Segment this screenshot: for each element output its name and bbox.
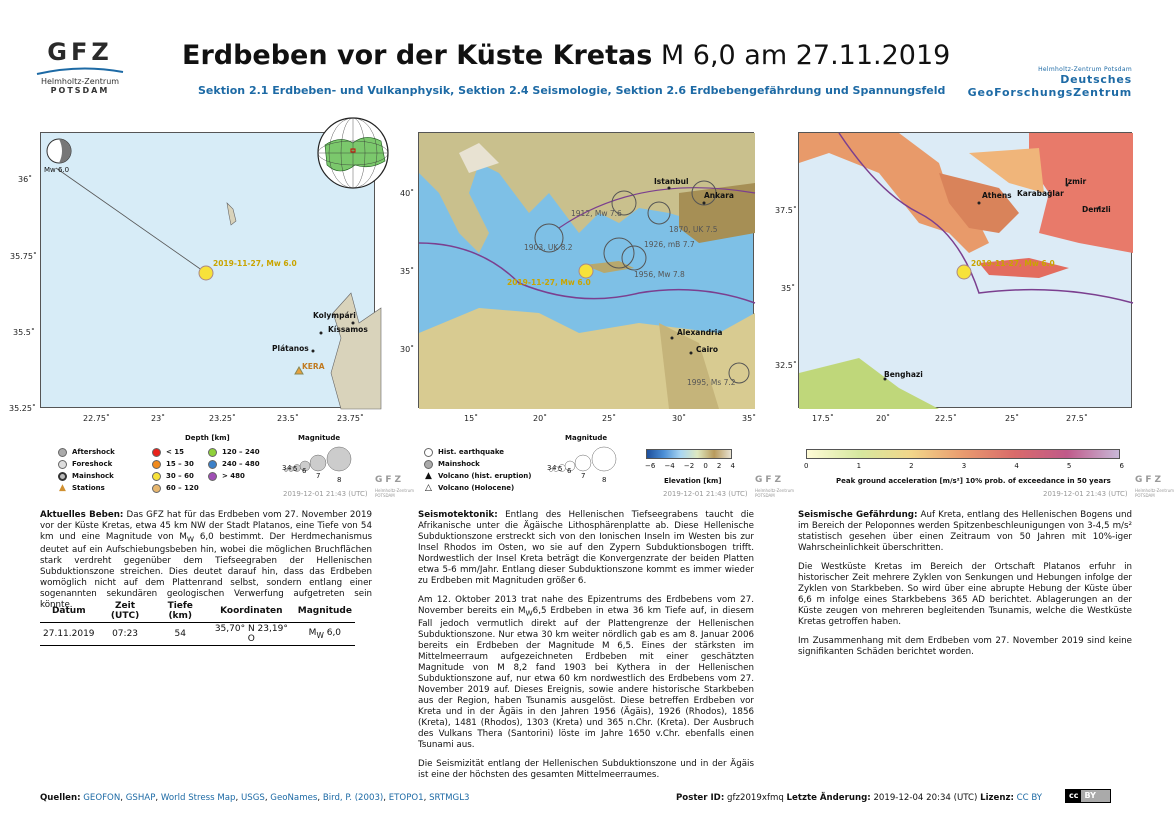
col2-heading: Seismotektonik: [418,510,498,520]
map2-xtick: 20˚ [533,414,548,423]
legend-depth-title: Depth [km] [185,434,230,442]
source-link[interactable]: World Stress Map [160,793,236,803]
map-hazard-svg [799,133,1133,409]
depth-class: 60 – 120 [166,484,199,492]
col3-p2: Die Westküste Kretas im Bereich der Ortschaft Platanos erfuhr in historischer Zeit mehrere Zyklen von Senkungen und Hebungen infolge der Zyklen von Starkbeben. So wird über eine abrupte Hebung der Küste über 6,6 m infolge eines Starkbebens 365 AD berichtet. Ablagerungen an der Küste zeugen von mehreren begleitenden Tsunamis, welche die Westküste Kretas getroffen haben. [798,562,1132,627]
pga-tick: 3 [961,462,967,470]
gfz-logo-line2: POTSDAM [50,86,110,95]
mainshock-icon [424,460,433,469]
city-dot [690,352,693,355]
col3-p1: Auf Kreta, entlang des Hellenischen Bogens und im Bereich der Peloponnes werden Spitzenbeschleunigungen von 3-4,5 m/s² statistisch gesehen über einen Zeitraum von 50 Jahren mit 10%-iger Wahrscheinlichkeit überschritten. [798,510,1132,553]
pga-tick: 1 [856,462,862,470]
td-mag-m: M [308,628,317,639]
poster-id-label: Poster ID: [676,793,725,803]
city-dot [703,202,706,205]
mag-label: 4 [287,464,292,472]
last-change: 2019-12-04 20:34 (UTC) [873,793,978,803]
epicentre-marker [579,264,593,278]
map2-xtick: 30˚ [672,414,687,423]
quake-table [40,600,355,646]
mainshock-icon [58,472,67,481]
col1-text-a: Das GFZ hat für das Erdbeben vom 27. November 2019 vor der Küste Kretas, etwa 45 km NW der Stadt Platanos, eine Tiefe von 54 km und eine Magnitude von M [40,510,373,542]
map1-xtick: 23.5˚ [277,414,299,423]
depth-color-icon [152,484,161,493]
legend-depth-col1 [152,446,199,494]
station-kera-label: KERA [302,362,325,371]
title-rest: M 6,0 am 27.11.2019 [652,40,951,71]
source-link[interactable]: GSHAP [125,793,156,803]
place-kolympari: Kolympári [313,311,356,320]
map3-timestamp: 2019-12-01 21:43 (UTC) [1043,490,1128,498]
depth-class: 240 – 480 [222,460,260,468]
depth-color-icon [208,472,217,481]
map2-timestamp: 2019-12-01 21:43 (UTC) [663,490,748,498]
epicentre-label: 2019-11-27, Mw 6.0 [213,259,297,268]
mag-label: 3 [282,464,287,472]
footer-meta [676,793,1042,803]
mag-label: 6 [302,467,307,475]
th-date: Datum [40,600,98,623]
mag-label: 7 [316,472,321,480]
city-dot [978,202,981,205]
mag-label: 5 [558,465,563,473]
map1-xtick: 23.25˚ [209,414,236,423]
map2-xtick: 35˚ [742,414,757,423]
dgfz-logo [968,66,1132,99]
depth-class: > 480 [222,472,245,480]
pga-ticks [804,462,1124,470]
town-dot [320,332,323,335]
map1-ytick: 35.25˚ [9,404,36,413]
th-mag: Magnitude [295,600,355,623]
map-hazard [798,132,1132,408]
pga-tick: 0 [804,462,809,470]
gfz-mini-logo: GFZ [375,475,405,485]
mag-label: 3 [547,464,552,472]
map3-ytick: 35˚ [781,284,796,293]
place-alexandria: Alexandria [677,328,723,337]
gfz-mini-logo: GFZ [1135,475,1165,485]
poster-id: gfz2019xfmq [727,793,784,803]
gfz-mini-logo: GFZ [755,475,785,485]
td-mag-val: 6,0 [323,628,342,639]
land-libya [799,358,939,409]
td-depth: 54 [153,623,208,646]
mag-label: 6 [567,467,572,475]
gfz-mini-logo-sub: Helmholtz-Zentrum POTSDAM [1135,488,1174,498]
map3-xtick: 25˚ [1005,414,1020,423]
place-istanbul: Istanbul [654,177,689,186]
th-depth: Tiefe (km) [153,600,208,623]
foreshock-icon [58,460,67,469]
legend2-hist: Hist. earthquake [438,448,505,456]
beachball-leader-line [56,168,206,273]
map2-xtick: 15˚ [464,414,479,423]
map2-ytick: 30˚ [400,345,415,354]
mag-label: 7 [581,472,586,480]
quake-1995: 1995, Ms 7.2 [687,378,736,387]
map3-ytick: 37.5˚ [775,206,797,215]
map1-xtick: 23.75˚ [337,414,364,423]
col3-p3: Im Zusammenhang mit dem Erdbeben vom 27. November 2019 sind keine signifikanten Schäden berichtet worden. [798,636,1132,657]
col-hazard [798,510,1132,666]
map-regional [418,132,754,408]
depth-class: 30 – 60 [166,472,194,480]
pga-tick: 6 [1119,462,1124,470]
pga-tick: 4 [1014,462,1019,470]
pga-tick: 2 [909,462,914,470]
td-time: 07:23 [98,623,153,646]
gfz-logo-text: GFZ [47,38,113,66]
legend-aftershock: Aftershock [72,448,115,456]
map1-ytick: 36˚ [18,175,33,184]
legend2-mag-title: Magnitude [565,434,608,442]
depth-color-icon [152,472,161,481]
license-label: Lizenz: [980,793,1014,803]
elevation-ticks [645,462,735,470]
license-link[interactable]: CC BY [1016,793,1043,803]
col-seismotectonics [418,510,754,789]
depth-color-icon [152,448,161,457]
city-dot [668,187,671,190]
legend-stations: Stations [72,484,105,492]
map3-xtick: 27.5˚ [1066,414,1088,423]
quake-1956: 1956, Mw 7.8 [634,270,685,279]
map3-ytick: 32.5˚ [775,361,797,370]
col1-heading: Aktuelles Beben: [40,510,124,520]
last-change-label: Letzte Änderung: [786,793,871,803]
gfz-mini-logo-sub: Helmholtz-Zentrum POTSDAM [375,488,415,498]
aftershock-icon [58,448,67,457]
map3-xtick: 20˚ [876,414,891,423]
gfz-logo [30,38,130,95]
map1-xtick: 22.75˚ [83,414,110,423]
cc-by-text: BY [1084,791,1096,800]
gfz-logo-line1: Helmholtz-Zentrum [40,77,120,86]
cc-icon-text: cc [1066,790,1081,802]
sources-label: Quellen: [40,793,81,803]
td-mag [295,623,355,646]
place-kissamos: Kíssamos [328,325,368,334]
hist-quake-icon [424,448,433,457]
dgfz-line2: Deutsches [1060,73,1132,86]
depth-class: 120 – 240 [222,448,260,456]
elev-tick: 4 [730,462,735,470]
volcano-hist-icon: ▲ [425,471,432,481]
elev-tick: −4 [664,462,675,470]
quake-1912: 1912, Mw 7.6 [571,209,622,218]
epicentre-label: 2019-11-27, Mw 6.0 [971,259,1055,268]
pga-colorbar [806,449,1120,459]
dgfz-line3: GeoForschungsZentrum [967,86,1132,99]
map1-timestamp: 2019-12-01 21:43 (UTC) [283,490,368,498]
quake-1926: 1926, mB 7.7 [644,240,695,249]
quake-2019: 2019-11-27, Mw 6.0 [507,278,591,287]
beachball-label: Mw 6.0 [44,166,70,174]
place-platanos: Plátanos [272,344,309,353]
legend-depth-col2 [208,446,260,482]
depth-color-icon [208,460,217,469]
quake-table-header [40,600,355,623]
cc-by-badge-icon[interactable] [1065,789,1111,803]
mag-label: 4 [552,464,557,472]
elev-tick: −6 [645,462,656,470]
map1-ytick: 35.75˚ [10,252,37,261]
place-ankara: Ankara [704,191,734,200]
station-icon: ▲ [59,483,66,493]
table-row [40,623,355,646]
elev-tick: 0 [703,462,708,470]
source-link[interactable]: ETOPO1 [388,793,424,803]
depth-color-icon [152,460,161,469]
col2-p2-sub: W [525,608,533,618]
legend2-mainshock: Mainshock [438,460,480,468]
elevation-colorbar [646,449,732,459]
quake-1903: 1903, UK 8.2 [524,243,573,252]
dgfz-line1: Helmholtz-Zentrum Potsdam [1038,66,1132,73]
pga-tick: 5 [1066,462,1072,470]
col2-p2a: Am 12. Oktober 2013 trat nahe des Epizentrums des Erdbebens vom 27. November bereits ein M [418,595,754,616]
pga-title: Peak ground acceleration [m/s²] 10% prob. of exceedance in 50 years [836,477,1111,485]
epicentre-marker [199,266,213,280]
logo-swoosh-icon [35,66,125,76]
depth-class: < 15 [166,448,185,456]
source-link[interactable]: USGS [240,793,265,803]
elev-tick: 2 [716,462,722,470]
map2-ytick: 35˚ [400,267,415,276]
gfz-mini-logo-sub: Helmholtz-Zentrum POTSDAM [755,488,795,498]
th-time: Zeit (UTC) [98,600,153,623]
place-cairo: Cairo [696,345,718,354]
epicentre-marker [957,265,971,279]
source-link[interactable]: GeoNames [270,793,318,803]
td-coords: 35,70° N 23,19° O [208,623,295,646]
place-benghazi: Benghazi [884,370,923,379]
col1-sub: W [186,534,195,544]
place-athens: Athens [982,191,1012,200]
city-dot [671,337,674,340]
mag-label: 8 [602,476,607,484]
legend2-volcano-holo: Volcano (Holocene) [438,484,515,492]
col2-p2b: 6,5 Erdbeben in etwa 36 km Tiefe auf, in diesem Fall jedoch vermutlich direkt auf der Plattengrenze der Hellenischen Subduktionszone. Nur etwa 30 km weiter nördlich gab es am 8. Januar 2006 bereits ein Erdbeben der Magnitude M 6,5. Eines der stärksten im Mittelmeerraum aufgezeichneten Erdbeben mit einer geschätzten Magnitude von M 8,2 fand 1903 bei Kythera in der Hellenischen Subduktionszone auf, nur etwa 60 km nordwestlich des Erdbebens vom 27. November 2019 auf. Dieses Ereignis, sowie andere historische Starkbeben aus der Region, haben Tsunamis ausgelöst. Diese betreffen Erdbeben vor Kreta und in der Ägäis in den Jahren 1956 (Ägäis), 1926 (Rhodos), 1856 (Kreta), 1481 (Rhodos), 1303 (Kreta) und 365 n.Chr. (Kreta). Der Ausbruch des Vulkans Thera (Santorini) löste im Jahre 1650 v.Chr. ebenfalls einen Tsunami aus. [418,606,754,750]
depth-color-icon [208,448,217,457]
source-link[interactable]: Bird, P. (2003) [322,793,384,803]
legend-foreshock: Foreshock [72,460,113,468]
source-link[interactable]: GEOFON [83,793,121,803]
td-date: 27.11.2019 [40,623,98,646]
place-karabaglar: Karabağlar [1017,189,1064,198]
island-antikythera [227,203,236,225]
map1-ytick: 35.5˚ [13,328,35,337]
col2-p3: Die Seismizität entlang der Hellenischen Subduktionszone und in der Ägäis ist eine der höchsten des gesamten Mittelmeerraumes. [418,758,754,780]
col2-p1: Entlang des Hellenischen Tiefseegrabens taucht die Afrikanische unter die Ägäische Lithosphärenplatte ab. Diese Hellenische Subduktionszone erstreckt sich von den Ionischen Inseln im Westen bis zur Insel Rhodos im Osten, wo sie auf den Zypern Subduktionsbogen trifft. Nordwestlich der Insel Kreta beträgt die Konvergenzrate der beiden Platten etwa 5-6 mm/Jahr. Entlang dieser Subduktionszone kommt es immer wieder zu Erdbeben mit Magnituden größer 6. [418,510,754,586]
quake-1870: 1870, UK 7.5 [669,225,718,234]
legend2-volcano-hist: Volcano (hist. eruption) [438,472,532,480]
legend-mag-title: Magnitude [298,434,341,442]
map3-xtick: 22.5˚ [935,414,957,423]
depth-class: 15 – 30 [166,460,194,468]
map3-xtick: 17.5˚ [812,414,834,423]
legend-mainshock: Mainshock [72,472,114,480]
map-regional-svg [419,133,755,409]
col3-heading: Seismische Gefährdung: [798,510,918,520]
place-denizli: Denizli [1082,205,1111,214]
footer-sources: Quellen: GEOFON, GSHAP, World Stress Map, USGS, GeoNames, Bird, P. (2003), ETOPO1, SRTMGL3 [40,793,470,803]
mag-label: 5 [293,465,298,473]
source-link[interactable]: SRTMGL3 [429,793,470,803]
legend-event-types [58,446,115,494]
page-title [182,40,950,71]
place-izmir: Izmir [1065,177,1087,186]
col1-text-b: 6,0 bestimmt. Der Herdmechanismus deutet auf ein Aufschiebungsbeben hin, wobei die möglichen Bruchflächen stark verdreht gegenüber dem Tiefseegraben der Hellenischen Subduktionszone streichen. Dies deutet darauf hin, dass das Erdbeben womöglich nicht auf dem Plattenrand selbst, sondern entlang einer sogenannten sekundären geologischen Verwerfung aufgetreten sein könnte. [40,532,372,610]
map2-ytick: 40˚ [400,189,415,198]
map2-xtick: 25˚ [602,414,617,423]
title-main: Erdbeben vor der Küste Kretas [182,40,653,71]
globe-inset-icon [315,115,391,191]
town-dot [312,350,315,353]
elev-tick: −2 [683,462,695,470]
elevation-title: Elevation [km] [664,477,722,485]
legend2-types [424,446,531,494]
mag-label: 8 [337,476,342,484]
volcano-holocene-icon: △ [425,483,432,493]
page-subtitle: Sektion 2.1 Erdbeben- und Vulkanphysik, Sektion 2.4 Seismologie, Sektion 2.6 Erdbebengefährdung und Spannungsfeld [198,84,946,97]
td-mag-sub: W [316,630,324,640]
th-coords: Koordinaten [208,600,295,623]
map1-xtick: 23˚ [151,414,166,423]
